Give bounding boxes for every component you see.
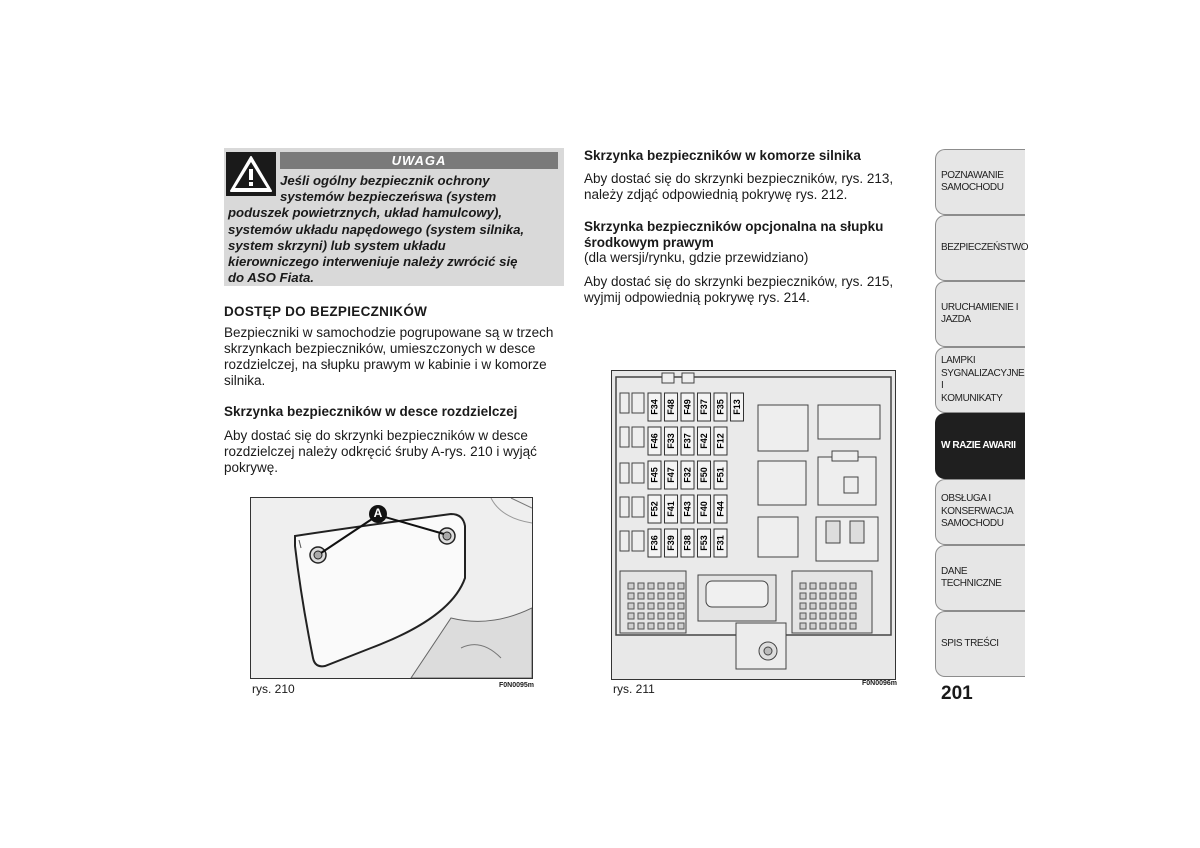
fuse-label: F41 <box>666 501 676 517</box>
fuse-label: F48 <box>666 399 676 415</box>
figure-211-fusebox <box>611 370 896 680</box>
tab-w-razie-awarii[interactable] <box>935 413 1025 479</box>
text-line: silnika. <box>224 373 266 388</box>
tab-obsluga-i-konserwacja[interactable] <box>935 479 1025 545</box>
tab-label: BEZPIECZEŃSTWO <box>941 241 1029 253</box>
connector-pin <box>850 603 856 609</box>
tab-label: LAMPKI SYGNALIZACYJNE I KOMUNIKATY <box>941 355 1025 404</box>
tab-lampki-sygnalizacyjne[interactable] <box>935 347 1025 413</box>
connector-pin <box>820 613 826 619</box>
text-line: skrzynkach bezpieczników, umieszczonych w desce <box>224 341 536 356</box>
connector-pin <box>810 593 816 599</box>
fuse-label: F40 <box>699 501 709 517</box>
connector-pin <box>800 593 806 599</box>
fuse-label: F50 <box>699 467 709 483</box>
warning-line: do ASO Fiata. <box>228 270 314 286</box>
connector-pin <box>820 583 826 589</box>
fuse-label: F46 <box>649 433 660 449</box>
subheading-pillar-fusebox <box>584 219 883 251</box>
tab-label: POZNAWANIE SAMOCHODU <box>941 169 1004 193</box>
connector-pin <box>628 603 634 609</box>
connector-pin <box>800 623 806 629</box>
tab-label: URUCHAMIENIE I JAZDA <box>941 301 1019 325</box>
connector-pin <box>810 623 816 629</box>
figure-211-code: F0N0096m <box>862 680 898 687</box>
connector-pin <box>638 613 644 619</box>
fuse-label: F51 <box>715 467 726 483</box>
connector-pin <box>840 603 846 609</box>
figure-210-image <box>250 497 533 679</box>
figure-211-caption: rys. 211 <box>613 682 655 696</box>
connector-pin <box>638 583 644 589</box>
text-line: środkowym prawym <box>584 235 714 250</box>
connector-pin <box>820 623 826 629</box>
connector-pin <box>810 583 816 589</box>
warning-line: kierowniczego interweniuje należy zwrócić się <box>228 254 518 270</box>
connector-pin <box>678 603 684 609</box>
tab-poznawanie-samochodu[interactable] <box>935 149 1025 215</box>
engine-paragraph <box>584 171 893 203</box>
connector-pin <box>648 623 654 629</box>
connector-pin <box>840 583 846 589</box>
fuse-label: F42 <box>699 433 709 449</box>
text-line: Aby dostać się do skrzynki bezpieczników, rys. 215, <box>584 274 894 289</box>
connector-pin <box>668 613 674 619</box>
figure-210-caption: rys. 210 <box>252 682 295 696</box>
connector-pin <box>638 593 644 599</box>
fuse-label: F36 <box>649 535 660 551</box>
text-line: Aby dostać się do skrzynki bezpieczników, rys. 213, <box>584 171 894 186</box>
text-line: rozdzielczej, na słupku prawym w kabinie i w komorze <box>224 357 547 372</box>
connector-pin <box>628 613 634 619</box>
connector-pin <box>668 623 674 629</box>
connector-pin <box>850 623 856 629</box>
connector-pin <box>678 613 684 619</box>
connector-pin <box>648 593 654 599</box>
tab-bezpieczenstwo[interactable] <box>935 215 1029 281</box>
text-line: Aby dostać się do skrzynki bezpieczników w desce <box>224 428 528 443</box>
connector-pin <box>678 583 684 589</box>
connector-pin <box>678 593 684 599</box>
tab-dane-techniczne[interactable] <box>935 545 1025 611</box>
connector-pin <box>668 603 674 609</box>
warning-title: UWAGA <box>280 152 558 169</box>
connector-pin <box>658 583 664 589</box>
connector-pin <box>668 593 674 599</box>
connector-pin <box>628 593 634 599</box>
connector-pin <box>840 623 846 629</box>
fuse-label: F49 <box>682 399 693 415</box>
fuse-label: F43 <box>682 501 693 517</box>
connector-pin <box>638 623 644 629</box>
tab-label: W RAZIE AWARII <box>941 439 1016 451</box>
connector-pin <box>810 613 816 619</box>
fuse-label: F44 <box>715 501 726 517</box>
connector-pin <box>830 593 836 599</box>
tab-label: DANE TECHNICZNE <box>941 565 1002 589</box>
fuse-label: F33 <box>666 433 676 449</box>
fuse-label: F47 <box>666 467 676 483</box>
pillar-paragraph <box>584 274 893 306</box>
connector-pin <box>628 583 634 589</box>
fuse-label: F35 <box>715 399 726 415</box>
connector-pin <box>658 623 664 629</box>
connector-pin <box>840 593 846 599</box>
tab-label: OBSŁUGA I KONSERWACJA SAMOCHODU <box>941 493 1014 530</box>
connector-pin <box>648 603 654 609</box>
connector-pin <box>800 603 806 609</box>
connector-pin <box>820 603 826 609</box>
connector-pin <box>628 623 634 629</box>
text-line: rozdzielczej należy odkręcić śruby A-rys. 210 i wyjąć <box>224 444 537 459</box>
connector-pin <box>830 623 836 629</box>
connector-pin <box>658 593 664 599</box>
text-line: Skrzynka bezpieczników opcjonalna na słupku <box>584 219 884 234</box>
callout-label-a: A <box>373 506 383 520</box>
fuse-label: F53 <box>699 535 709 551</box>
connector-pin <box>648 583 654 589</box>
connector-pin <box>830 583 836 589</box>
fuse-label: F13 <box>732 399 742 415</box>
warning-line: Jeśli ogólny bezpiecznik ochrony <box>280 173 490 188</box>
connector-pin <box>668 583 674 589</box>
text-line: należy zdjąć odpowiednią pokrywę rys. 212. <box>584 187 848 202</box>
connector-pin <box>658 613 664 619</box>
fuse-label: F34 <box>649 399 660 415</box>
fuse-label: F31 <box>715 535 726 551</box>
connector-pin <box>820 593 826 599</box>
warning-text <box>228 173 558 286</box>
intro-paragraph <box>224 325 553 389</box>
connector-pin <box>638 603 644 609</box>
connector-pin <box>810 603 816 609</box>
fuse-label: F38 <box>682 535 693 551</box>
tab-uruchamienie-i-jazda[interactable] <box>935 281 1025 347</box>
subheading-engine-fusebox: Skrzynka bezpieczników w komorze silnika <box>584 148 861 163</box>
fuse-label: F45 <box>649 467 660 483</box>
fuse-label: F39 <box>666 535 676 551</box>
section-heading: DOSTĘP DO BEZPIECZNIKÓW <box>224 304 428 319</box>
dashboard-paragraph <box>224 428 537 476</box>
tab-spis-tresci[interactable] <box>935 611 1025 677</box>
figure-210-code: F0N0095m <box>499 682 535 689</box>
text-line: Bezpieczniki w samochodzie pogrupowane są w trzech <box>224 325 554 340</box>
fuse-label: F12 <box>715 433 726 449</box>
fuse-label: F37 <box>699 399 709 415</box>
warning-line: system skrzyni) lub system układu <box>228 237 446 253</box>
connector-pin <box>678 623 684 629</box>
connector-pin <box>830 603 836 609</box>
fusebox-diagram <box>612 371 895 679</box>
fuse-label: F37 <box>682 433 693 449</box>
connector-pin <box>850 583 856 589</box>
connector-pin <box>648 613 654 619</box>
connector-pin <box>800 613 806 619</box>
text-line: wyjmij odpowiednią pokrywę rys. 214. <box>584 290 810 305</box>
subheading-dashboard-fusebox: Skrzynka bezpieczników w desce rozdzielczej <box>224 404 518 419</box>
connector-pin <box>830 613 836 619</box>
warning-line: poduszek powietrznych, układ hamulcowy), <box>228 205 503 221</box>
connector-pin <box>850 593 856 599</box>
text-line: pokrywę. <box>224 460 279 475</box>
pillar-note: (dla wersji/rynku, gdzie przewidziano) <box>584 250 809 265</box>
connector-pin <box>658 603 664 609</box>
connector-pin <box>800 583 806 589</box>
page-number: 201 <box>941 683 973 704</box>
connector-pin <box>850 613 856 619</box>
warning-line: systemów bezpieczeńswa (system <box>280 189 497 205</box>
warning-line: systemów układu napędowego (system silnika, <box>228 221 525 237</box>
connector-pin <box>840 613 846 619</box>
fuse-label: F32 <box>682 467 693 483</box>
fuse-label: F52 <box>649 501 660 517</box>
tab-label: SPIS TREŚCI <box>941 637 999 649</box>
